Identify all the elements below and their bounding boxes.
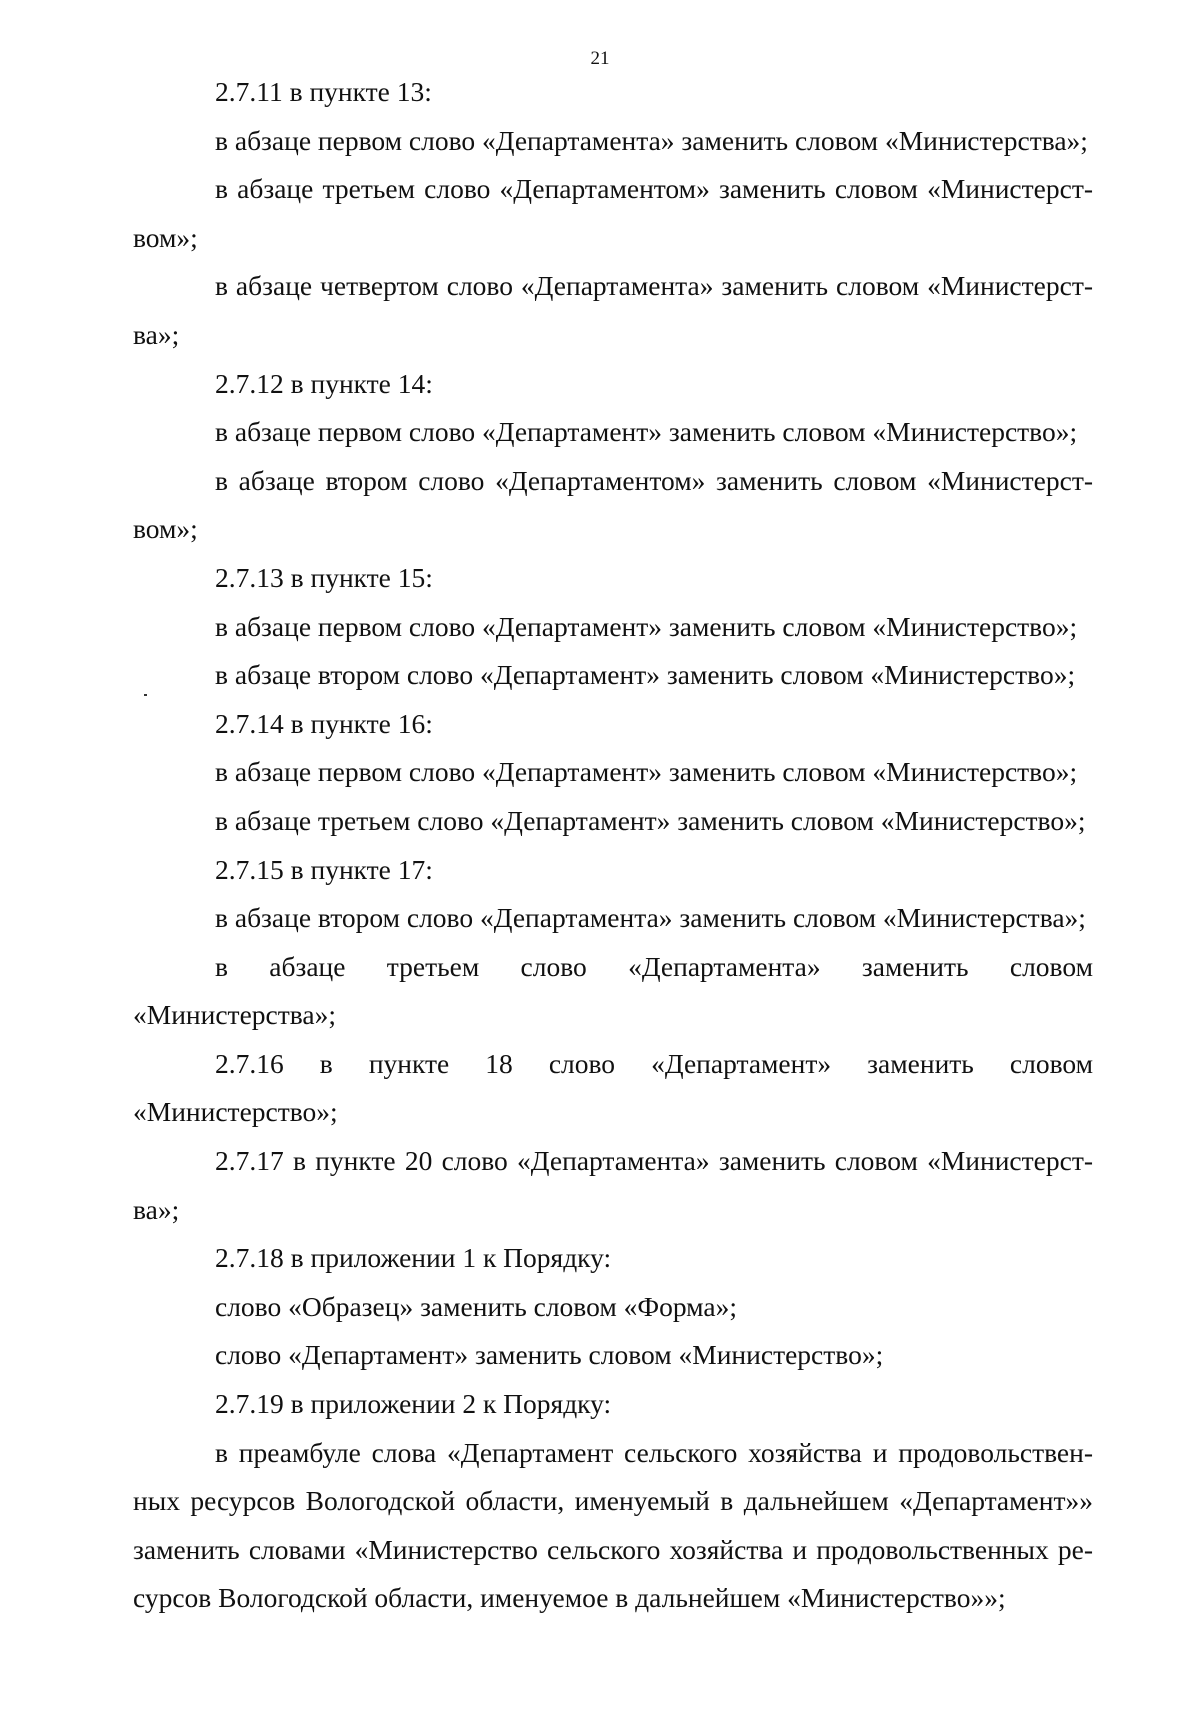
paragraph: в абзаце первом слово «Департамент» заменить словом «Министерство»; (215, 416, 1078, 448)
document-body (133, 68, 1093, 1623)
paragraph: в абзаце втором слово «Департамента» заменить словом «Министерства»; (215, 902, 1086, 934)
paragraph: в абзаце третьем слово «Департамента» заменить словом «Министерства»; (133, 950, 1093, 1031)
paragraph: 2.7.12 в пункте 14: (215, 367, 433, 399)
paragraph: вом»; (133, 513, 198, 545)
paragraph: ва»; (133, 1193, 180, 1225)
paragraph: слово «Департамент» заменить словом «Министерство»; (215, 1339, 884, 1371)
paragraph: 2.7.13 в пункте 15: (215, 561, 433, 593)
paragraph: вом»; (133, 221, 198, 253)
paragraph: слово «Образец» заменить словом «Форма»; (215, 1290, 737, 1322)
paragraph: 2.7.17 в пункте 20 слово «Департамента» заменить словом «Министерст- (215, 1145, 1093, 1177)
paragraph: в абзаце втором слово «Департамент» заменить словом «Министерство»; (215, 659, 1076, 691)
page-number: 21 (590, 48, 610, 69)
paragraph: в абзаце третьем слово «Департамент» заменить словом «Министерство»; (215, 804, 1086, 836)
paragraph: в абзаце втором слово «Департаментом» заменить словом «Министерст- (215, 464, 1093, 496)
paragraph: 2.7.19 в приложении 2 к Порядку: (215, 1388, 612, 1420)
paragraph: 2.7.15 в пункте 17: (215, 853, 433, 885)
paragraph: в преамбуле слова «Департамент сельского хозяйства и продовольствен- ных ресурсов Вологодской области, именуемый в дальнейшем «Департамент»» заменить словами «Министерство сельского хозяйства и продовольственных ре- сурсов Вологодской области, именуемое в дальнейшем «Министерство»»; (133, 1436, 1093, 1614)
paragraph: в абзаце первом слово «Департамента» заменить словом «Министерства»; (215, 124, 1088, 156)
paragraph: в абзаце первом слово «Департамент» заменить словом «Министерство»; (215, 610, 1078, 642)
paragraph: в абзаце четвертом слово «Департамента» заменить словом «Министерст- (215, 270, 1093, 302)
paragraph: в абзаце первом слово «Департамент» заменить словом «Министерство»; (215, 756, 1078, 788)
paragraph: 2.7.14 в пункте 16: (215, 707, 433, 739)
paragraph: ва»; (133, 318, 180, 350)
paragraph: в абзаце третьем слово «Департаментом» заменить словом «Министерст- (215, 173, 1093, 205)
paragraph: 2.7.18 в приложении 1 к Порядку: (215, 1242, 612, 1274)
paragraph: 2.7.16 в пункте 18 слово «Департамент» заменить словом «Министерство»; (133, 1047, 1093, 1128)
paragraph: 2.7.11 в пункте 13: (215, 76, 432, 107)
